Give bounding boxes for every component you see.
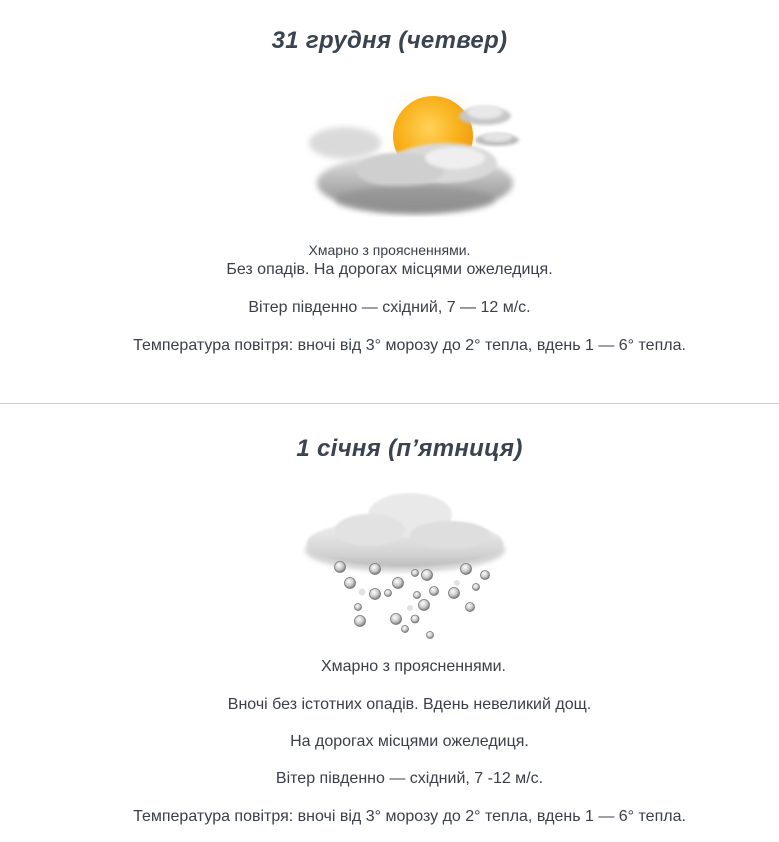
day-title: 31 грудня (четвер) [271,27,508,54]
forecast-line: Без опадів. На дорогах місцями ожеледиця. [226,261,553,278]
day-title: 1 січня (п’ятниця) [296,435,523,462]
partly-cloudy-sun-icon [305,88,525,223]
forecast-line: Вітер південно — східний, 7 -12 м/с. [275,770,544,787]
cloud-rain-icon [300,485,520,640]
forecast-line: На дорогах місцями ожеледиця. [290,733,529,750]
forecast-line: Хмарно з проясненнями. [308,242,471,258]
section-divider [0,403,779,404]
forecast-line: Температура повітря: вночі від 3° морозу до 2° тепла, вдень 1 — 6° тепла. [133,337,686,354]
forecast-line: Температура повітря: вночі від 3° морозу до 2° тепла, вдень 1 — 6° тепла. [133,808,686,825]
forecast-line: Вітер південно — східний, 7 — 12 м/с. [248,299,531,316]
forecast-line: Хмарно з проясненнями. [320,658,506,675]
forecast-line: Вночі без істотних опадів. Вдень невеликий дощ. [227,696,592,713]
